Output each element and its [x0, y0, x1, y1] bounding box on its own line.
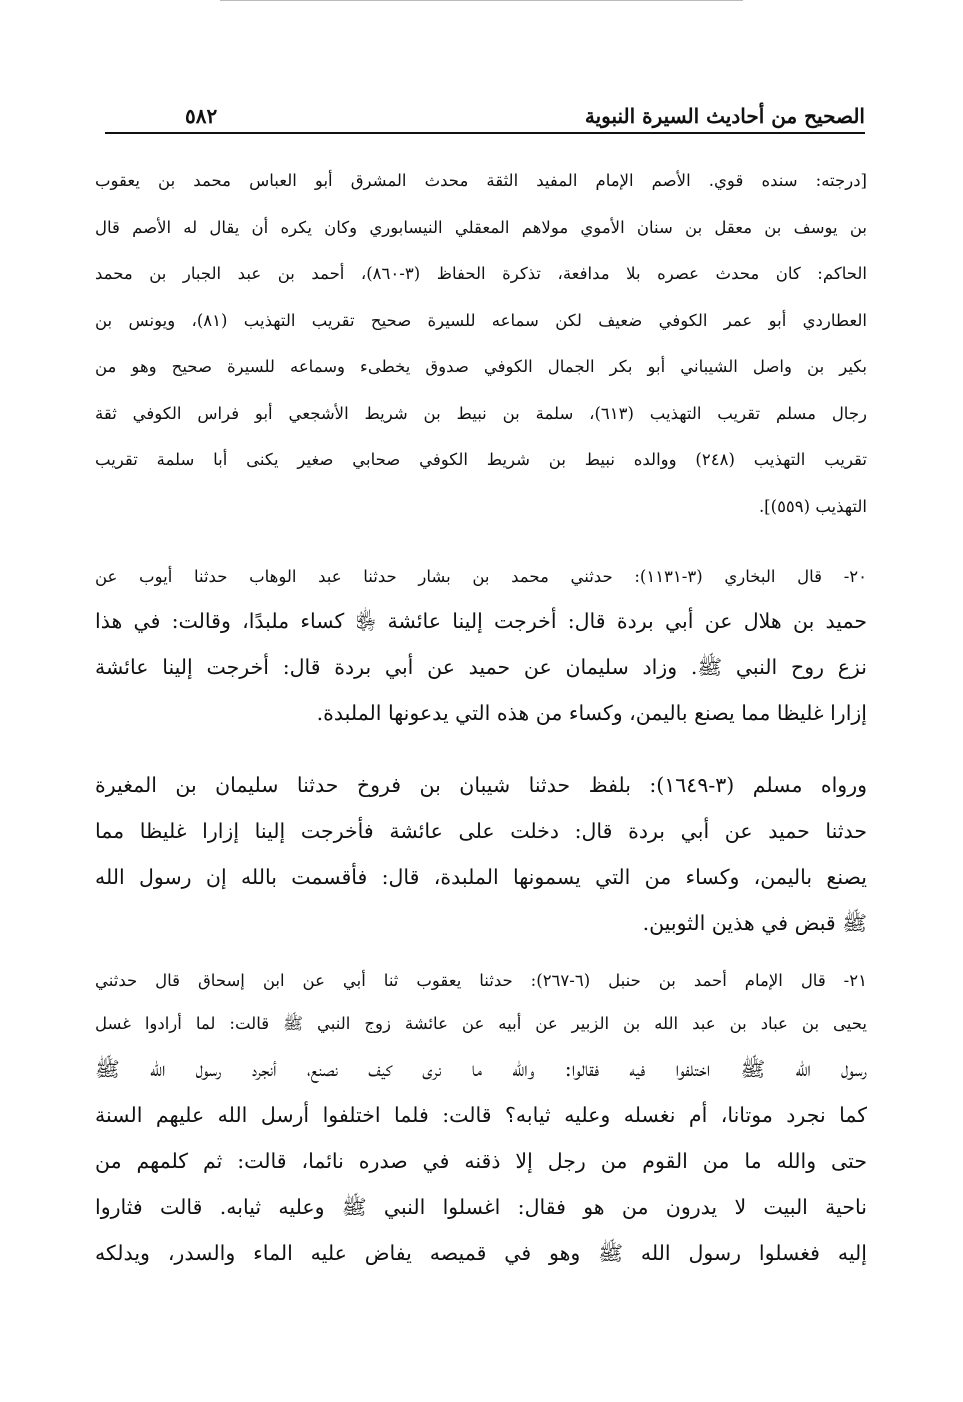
text-line: كما نجرد موتانا، أم نغسله وعليه ثيابه؟ قالت: فلما اختلفوا أرسل الله عليهم السنة	[95, 1103, 867, 1127]
text-line: بكير بن واصل الشيباني أبو بكر الجمال الكوفي صدوق يخطىء وسماعه للسيرة صحيح وهو من	[95, 357, 867, 376]
text-line: ورواه مسلم (٣-١٦٤٩): بلفظ حدثنا شيبان بن فروخ حدثنا سليمان بن المغيرة	[95, 773, 867, 797]
text-line: رجال مسلم تقريب التهذيب (٦١٣)، سلمة بن نبيط بن شريط الأشجعي أبو فراس الكوفي ثقة	[95, 403, 867, 423]
text-line: يصنع باليمن، وكساء من التي يسمونها الملبدة، قال: فأقسمت بالله إن رسول الله	[95, 865, 867, 889]
running-header	[105, 92, 865, 134]
text-line: إزارا غليظا مما يصنع باليمن، وكساء من هذه التي يدعونها الملبدة.	[316, 701, 867, 725]
top-edge-rule	[220, 0, 743, 3]
text-line: ﷺ قبض في هذين الثوبين.	[642, 911, 867, 935]
text-line: التهذيب (٥٥٩)].	[758, 496, 867, 516]
text-line: العطاردي أبو عمر الكوفي ضعيف لكن سماعه للسيرة صحيح تقريب التهذيب (٨١)، ويونس بن	[95, 310, 867, 330]
isnad-line: يحيى بن عباد بن عبد الله بن الزبير عن أبيه عن عائشة زوج النبي ﷺ قالت: لما أرادوا غسل	[95, 1014, 867, 1033]
text-line: بن يوسف بن معقل بن سنان الأموي مولاهم المعقلي النيسابوري وكان يكره أن يقال له الأصم قال	[95, 217, 867, 237]
isnad-line: ٢١- قال الإمام أحمد بن حنبل (٦-٢٦٧): حدثنا يعقوب ثنا أبي عن ابن إسحاق قال حدثني	[95, 971, 867, 990]
muslim-narration	[95, 762, 867, 946]
text-line: رسول الله ﷺ اختلفوا فيه فقالوا: والله ما نرى كيف نصنع، أنجرد رسول الله ﷺ	[95, 1057, 867, 1081]
hadith-20	[95, 556, 867, 736]
text-line: حتى والله ما من القوم من رجل إلا ذقنه في صدره نائما، قالت: ثم كلمهم من	[95, 1149, 867, 1173]
hadith-21	[95, 960, 867, 1276]
text-line: الحاكم: كان محدث عصره بلا مدافعة، تذكرة الحفاظ (٣-٨٦٠)، أحمد بن عبد الجبار بن محمد	[95, 264, 867, 283]
grading-paragraph	[95, 158, 867, 530]
text-line: حدثنا حميد عن أبي بردة قال: دخلت على عائشة فأخرجت إلينا إزارا غليظا مما	[95, 819, 867, 843]
text-line: [درجته: سنده قوي. الأصم الإمام المفيد الثقة محدث المشرق أبو العباس محمد بن يعقوب	[95, 171, 867, 190]
text-line: نزع روح النبي ﷺ. وزاد سليمان عن حميد عن أبي بردة قال: أخرجت إلينا عائشة	[95, 655, 867, 679]
page-number: ٥٨٢	[185, 104, 218, 128]
text-line: ناحية البيت لا يدرون من هو فقال: اغسلوا النبي ﷺ وعليه ثيابه. قالت فثاروا	[95, 1195, 867, 1219]
text-line: تقريب التهذيب (٢٤٨) ووالده نبيط بن شريط الكوفي صحابي صغير يكنى أبا سلمة تقريب	[95, 450, 867, 469]
isnad-line: ٢٠- قال البخاري (٣-١١٣١): حدثني محمد بن بشار حدثنا عبد الوهاب حدثنا أيوب عن	[95, 567, 867, 586]
text-line: إليه فغسلوا رسول الله ﷺ وهو في قميصه يفاض عليه الماء والسدر، ويدلكه	[95, 1241, 867, 1265]
text-line: حميد بن هلال عن أبي بردة قال: أخرجت إلينا عائشة ﵂ كساء ملبدًا، وقالت: في هذا	[95, 609, 867, 633]
running-title: الصحيح من أحاديث السيرة النبوية	[584, 104, 865, 128]
